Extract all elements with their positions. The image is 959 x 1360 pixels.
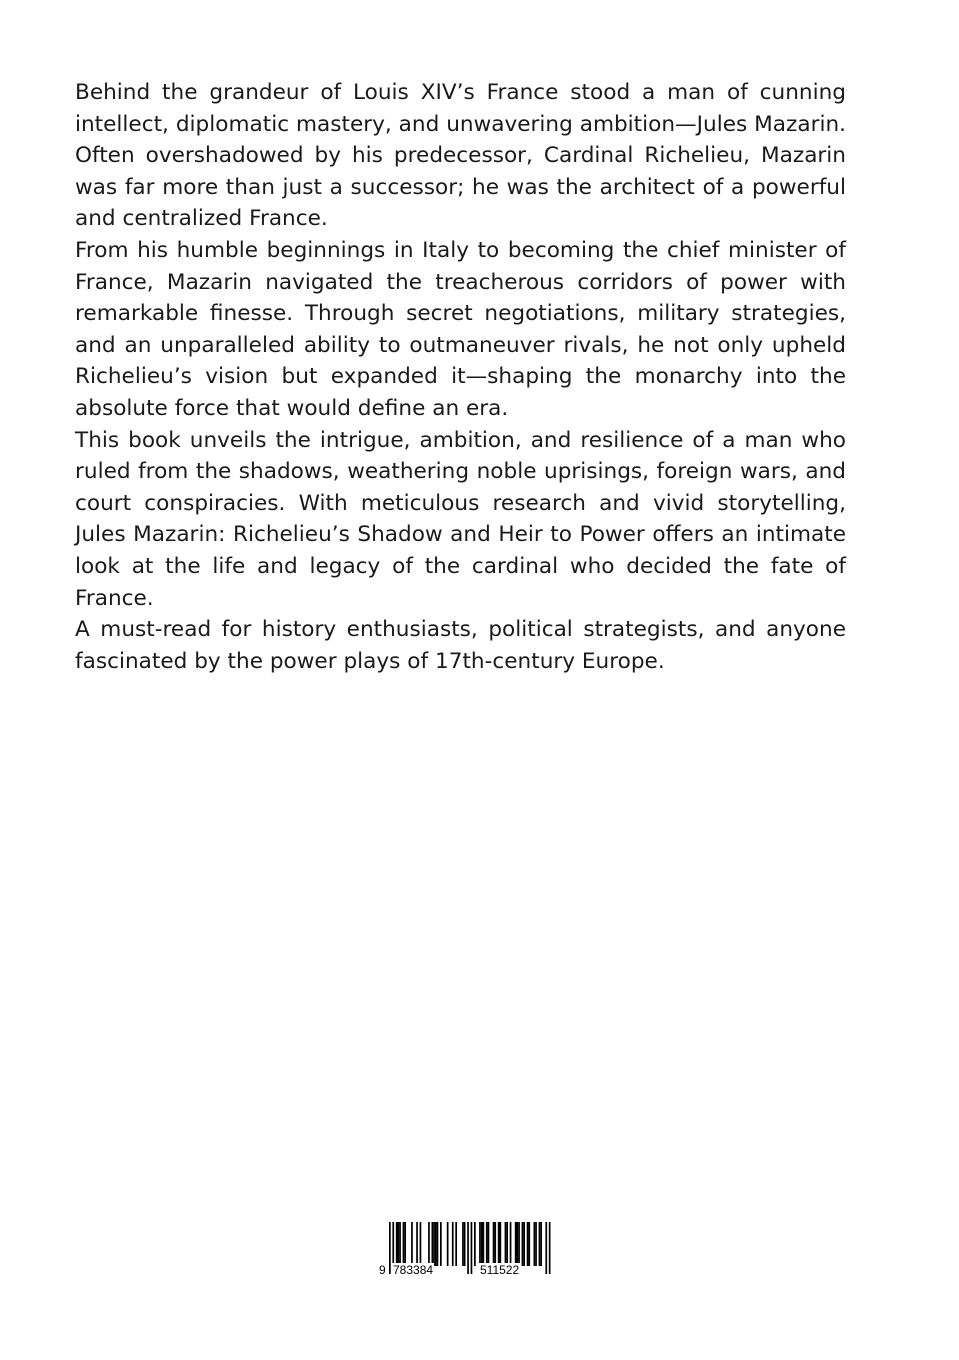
barcode-bar [505,1222,507,1266]
blurb-paragraph-1: Behind the grandeur of Louis XIV’s France stood a man of cunning intellect, diplomatic mastery, and unwavering ambition—Jules Mazarin. Often overshadowed by his predecessor, Cardinal Richelieu, Mazarin was far more than just a successor; he was the architect of a powerful and centralized France. [75,80,846,232]
isbn-barcode [378,1222,558,1278]
barcode-bar [432,1222,434,1266]
barcode-bar [479,1222,481,1266]
barcode-bar [522,1222,524,1266]
barcode-bar [399,1222,401,1266]
barcode-bar [486,1222,488,1266]
barcode-bar [435,1222,437,1266]
barcode-right-digits: 511522 [480,1263,520,1277]
barcode-bar [428,1222,430,1266]
barcode-bar [540,1222,542,1266]
barcode-bar [517,1222,519,1266]
barcode-bar [493,1222,495,1266]
barcode-bar [404,1222,406,1266]
barcode-bar [510,1222,512,1266]
barcode-bar [455,1222,457,1266]
barcode-bar [518,1222,520,1266]
blurb-paragraph-2: From his humble beginnings in Italy to becoming the chief minister of France, Mazarin navigated the treacherous corridors of power with remarkable finesse. Through secret negotiations, military strategies, and an unparalleled ability to outmaneuver rivals, he not only upheld Richelieu’s vision but expanded it—shaping the monarchy into the absolute force that would define an era. [75,237,846,421]
barcode-bar [398,1222,400,1266]
barcode-bar [464,1222,466,1266]
barcode-bar [462,1222,464,1266]
barcode-bar [452,1222,454,1266]
barcode-bar [474,1222,476,1266]
barcode-bar [396,1222,398,1266]
barcode-bar [498,1222,500,1266]
barcode-bar [523,1222,525,1266]
barcode-bar [527,1222,529,1266]
barcode-bar [440,1222,442,1266]
barcode-bar [416,1222,418,1266]
barcode-bar [420,1222,422,1266]
barcode-bar [539,1222,541,1266]
barcode-lead-digit: 9 [379,1263,386,1277]
barcode-bar [535,1222,537,1266]
barcode-bar [506,1222,508,1266]
barcode-bar [481,1222,483,1266]
barcode-left-digits: 783384 [393,1263,434,1277]
barcode-bar [534,1222,536,1266]
blurb-paragraph-4: A must-read for history enthusiasts, political strategists, and anyone fascinated by the power plays of 17th-century Europe. [75,617,846,674]
barcode-bar [403,1222,405,1266]
blurb-text [75,77,846,677]
barcode-digits [378,1263,558,1278]
barcode-bar [411,1222,413,1266]
barcode-bar [483,1222,485,1266]
barcode-bar [515,1222,517,1266]
barcode-bar [494,1222,496,1266]
barcode-bar [500,1222,502,1266]
barcode-bar [447,1222,449,1266]
barcode-bar [433,1222,435,1266]
barcode-bar [488,1222,490,1266]
barcode-bar [437,1222,439,1266]
blurb-paragraph-3: This book unveils the intrigue, ambition, and resilience of a man who ruled from the shadows, weathering noble uprisings, foreign wars, and court conspiracies. With meticulous research and vivid storytelling, Jules Mazarin: Richelieu’s Shadow and Heir to Power offers an intimate look at the life and legacy of the cardinal who decided the fate of France. [75,427,846,611]
barcode-bar [528,1222,530,1266]
